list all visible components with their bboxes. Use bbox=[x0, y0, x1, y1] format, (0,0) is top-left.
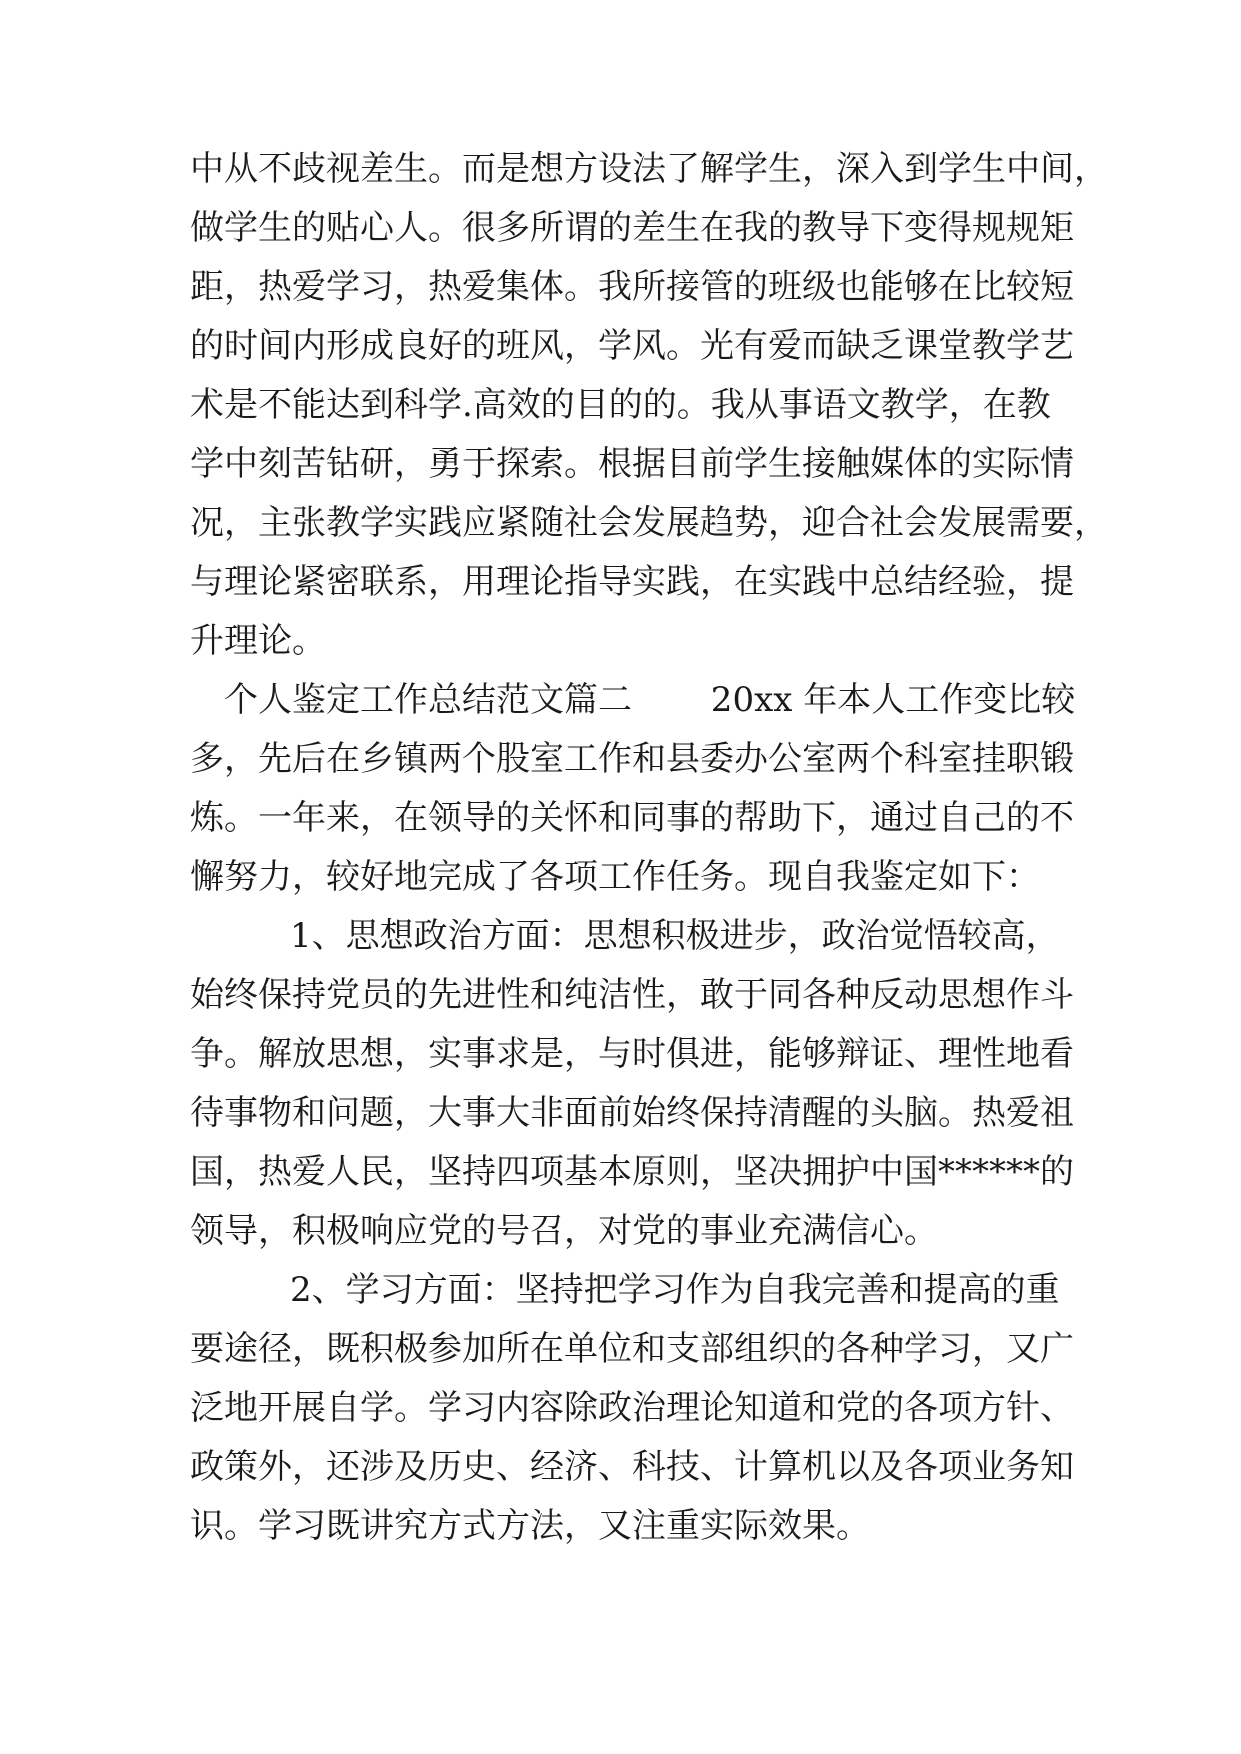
text-line: 要途径，既积极参加所在单位和支部组织的各种学习，又广 bbox=[190, 1329, 1074, 1369]
text-line: 的时间内形成良好的班风，学风。光有爱而缺乏课堂教学艺 bbox=[190, 326, 1074, 366]
text-line: 多，先后在乡镇两个股室工作和县委办公室两个科室挂职锻 bbox=[190, 739, 1074, 779]
text-line: 懈努力，较好地完成了各项工作任务。现自我鉴定如下： bbox=[190, 857, 1040, 897]
document-body bbox=[190, 140, 1108, 1556]
text-line: 距，热爱学习，热爱集体。我所接管的班级也能够在比较短 bbox=[190, 267, 1074, 307]
text-line: 升理论。 bbox=[190, 621, 326, 661]
paragraph-start-line: 2、学习方面：坚持把学习作为自我完善和提高的重 bbox=[290, 1270, 1060, 1310]
text-line: 泛地开展自学。学习内容除政治理论知道和党的各项方针、 bbox=[190, 1388, 1074, 1428]
text-line: 国，热爱人民，坚持四项基本原则，坚决拥护中国******的 bbox=[190, 1152, 1074, 1192]
text-line: 况，主张教学实践应紧随社会发展趋势，迎合社会发展需要， bbox=[190, 503, 1108, 543]
text-line: 待事物和问题，大事大非面前始终保持清醒的头脑。热爱祖 bbox=[190, 1093, 1074, 1133]
text-line: 与理论紧密联系，用理论指导实践，在实践中总结经验，提 bbox=[190, 562, 1074, 602]
text-line: 术是不能达到科学.高效的目的的。我从事语文教学，在教 bbox=[190, 385, 1051, 425]
text-line: 做学生的贴心人。很多所谓的差生在我的教导下变得规规矩 bbox=[190, 208, 1074, 248]
text-line: 炼。一年来，在领导的关怀和同事的帮助下，通过自己的不 bbox=[190, 798, 1074, 838]
text-line: 中从不歧视差生。而是想方设法了解学生，深入到学生中间， bbox=[190, 149, 1108, 189]
paragraph-start-line: 1、思想政治方面：思想积极进步，政治觉悟较高， bbox=[290, 916, 1060, 956]
section-heading-line: 个人鉴定工作总结范文篇二 20xx 年本人工作变比较 bbox=[224, 680, 1076, 720]
text-line: 始终保持党员的先进性和纯洁性，敢于同各种反动思想作斗 bbox=[190, 975, 1074, 1015]
text-line: 政策外，还涉及历史、经济、科技、计算机以及各项业务知 bbox=[190, 1447, 1074, 1487]
text-line: 学中刻苦钻研，勇于探索。根据目前学生接触媒体的实际情 bbox=[190, 444, 1074, 484]
text-line: 领导，积极响应党的号召，对党的事业充满信心。 bbox=[190, 1211, 938, 1251]
text-line: 识。学习既讲究方式方法，又注重实际效果。 bbox=[190, 1506, 870, 1546]
text-line: 争。解放思想，实事求是，与时俱进，能够辩证、理性地看 bbox=[190, 1034, 1074, 1074]
